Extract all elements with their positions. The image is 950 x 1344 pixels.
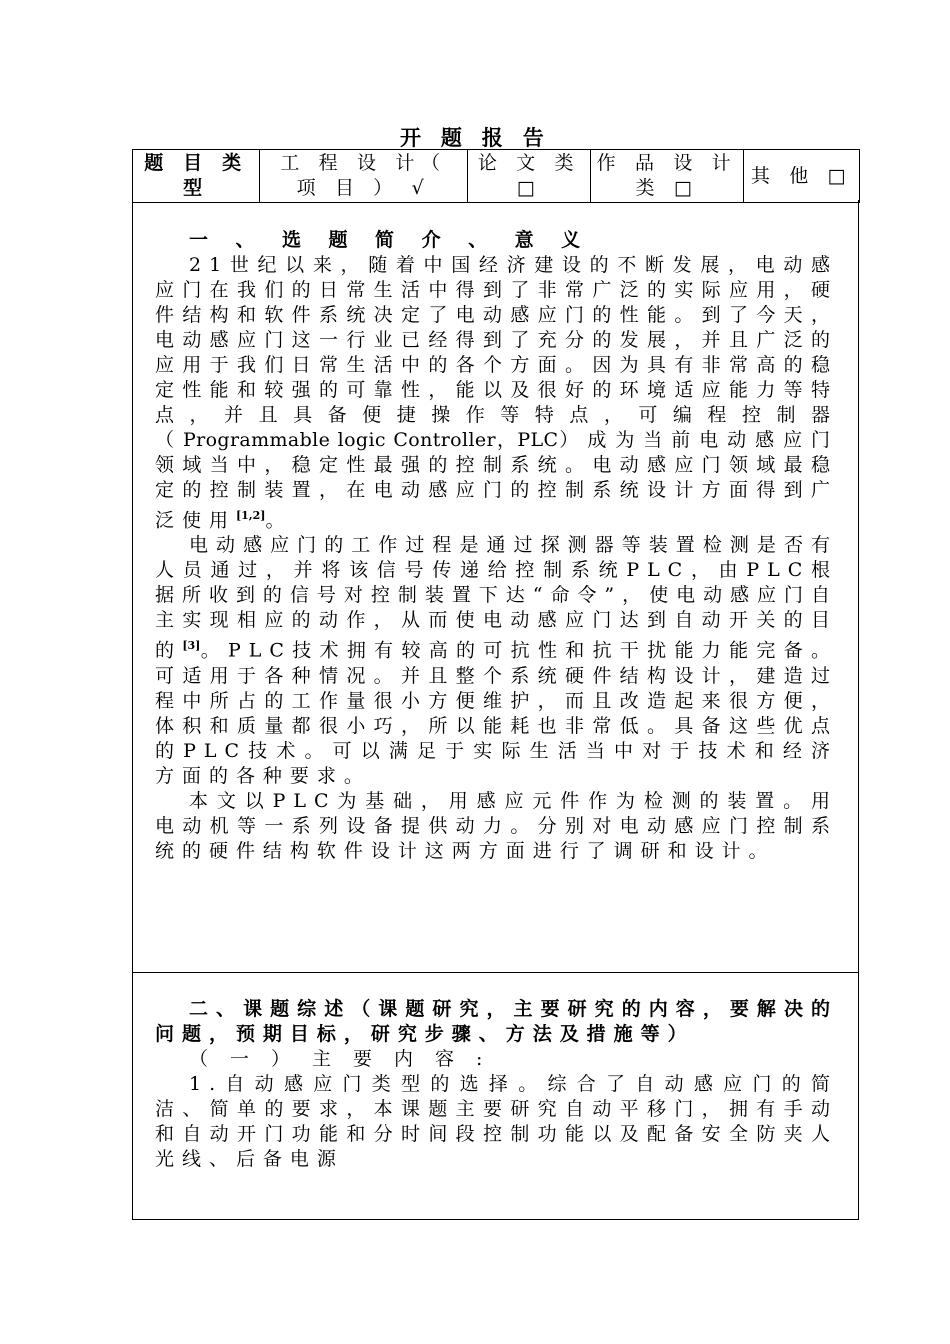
topic-type-table: [132, 149, 860, 203]
intro-paragraph-3: 本文以PLC为基础，用感应元件作为检测的装置。用电动机等一系列设备提供动力。分别对电动感应门控制系统的硬件结构软件设计这两方面进行了调研和设计。: [155, 789, 838, 862]
intro-paragraph-2: 电动感应门的工作过程是通过探测器等装置检测是否有人员通过，并将该信号传递给控制系统PLC，由PLC根据所收到的信号对控制装置下达“命令”，使电动感应门自主实现相应的动作，从而使电动感应门达到自动开关的目的[3]。PLC技术拥有较高的可抗性和抗干扰能力能完备。可适用于各种情况。并且整个系统硬件结构设计，建造过程中所占的工作量很小方便维护，而且改造起来很方便，体积和质量都很小巧，所以能耗也非常低。具备这些优点的PLC技术。可以满足于实际生活当中对于技术和经济方面的各种要求。: [155, 534, 838, 787]
citation-1-2: [1,2]: [235, 509, 266, 522]
topic-type-label: 题 目 类 型: [133, 150, 260, 203]
section-overview-heading: 二、课题综述（课题研究，主要研究的内容，要解决的问题，预期目标，研究步骤、方法及措施等）: [155, 998, 838, 1045]
option-work-design: 作 品 设 计 类 □: [591, 150, 744, 203]
intro-paragraph-1: 21世纪以来，随着中国经济建设的不断发展，电动感应门在我们的日常生活中得到了非常广泛的实际应用，硬件结构和软件系统决定了电动感应门的性能。到了今天，电动感应门这一行业已经得到了充分的发展，并且广泛的应用于我们日常生活中的各个方面。因为具有非常高的稳定性能和较强的可靠性，能以及很好的环境适应能力等特点，并且具备便捷操作等特点，可编程控制器（Programmable logic Controller，PLC）成为当前电动感应门领域当中，稳定性最强的控制系统。电动感应门领域最稳定的控制装置，在电动感应门的控制系统设计方面得到广泛使用[1,2]。: [155, 254, 839, 532]
section-overview-box: [132, 972, 859, 1220]
overview-paragraph-1: 1.自动感应门类型的选择。综合了自动感应门的简洁、简单的要求，本课题主要研究自动平移门，拥有手动和自动开门功能和分时间段控制功能以及配备安全防夹人光线、后备电源: [155, 1073, 838, 1170]
section-intro-box: [132, 200, 859, 973]
main-content-subheading: （ 一 ） 主 要 内 容 :: [189, 1048, 491, 1070]
section-intro-heading: 一 、 选 题 简 介 、 意 义: [189, 229, 591, 251]
citation-3: [3]: [182, 639, 201, 653]
option-thesis: 论 文 类 □: [468, 150, 591, 203]
option-engineering-design: 工 程 设 计（ 项 目 ） √: [260, 150, 468, 203]
option-other: 其 他 □: [744, 150, 860, 203]
page-title: 开 题 报 告: [399, 125, 551, 150]
